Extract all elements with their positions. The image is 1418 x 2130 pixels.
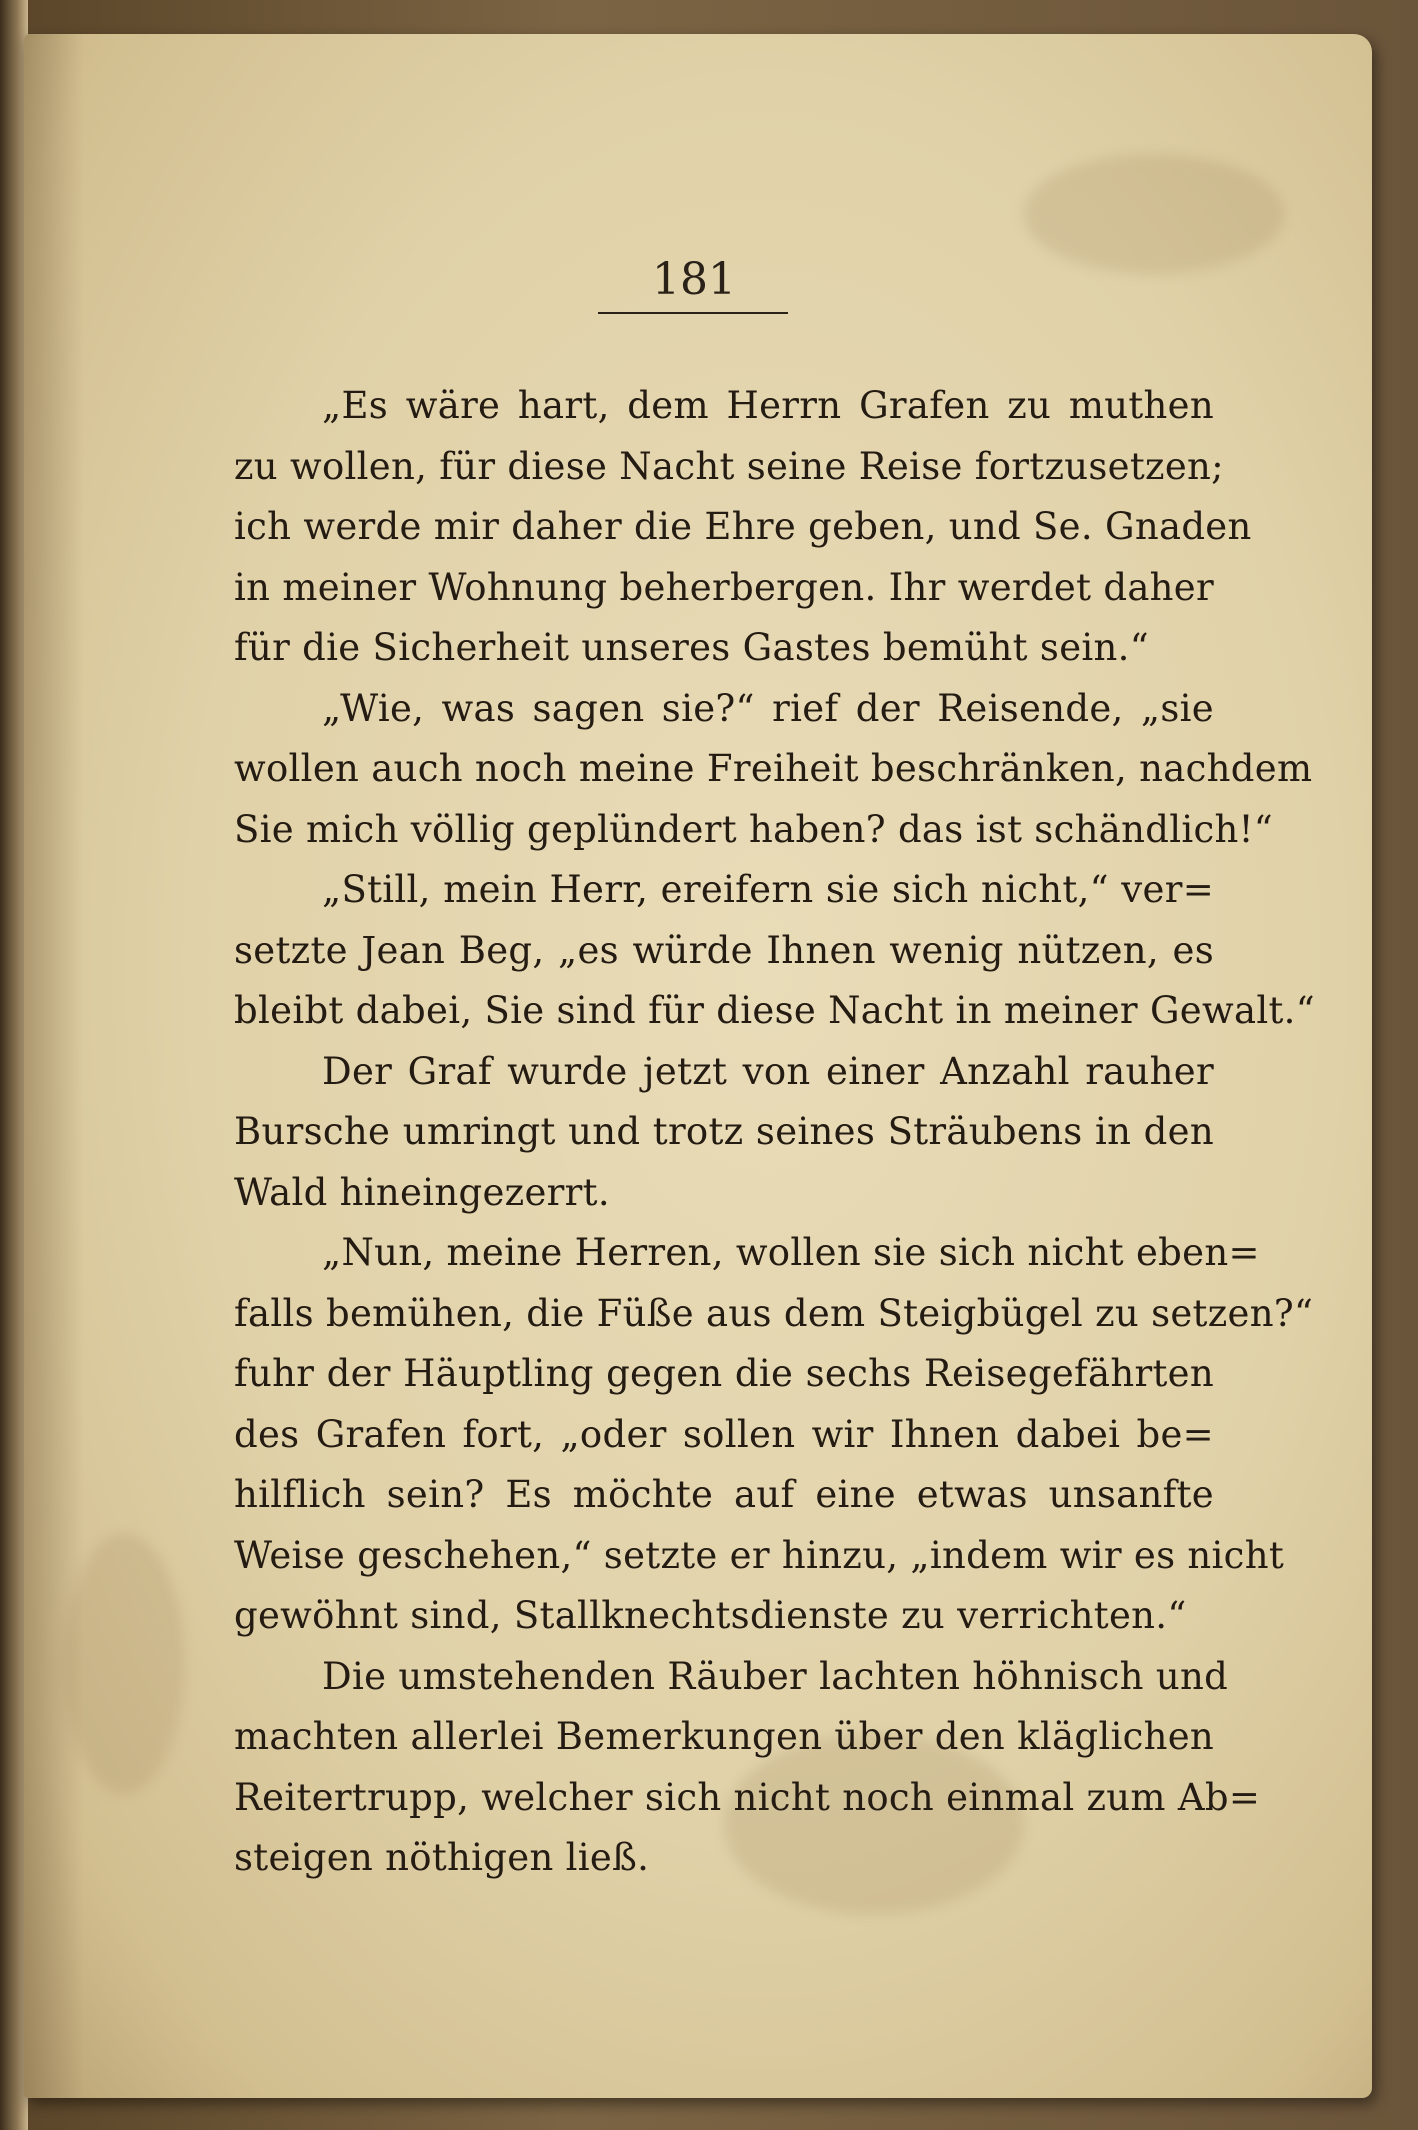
text-line: Wald hineingezerrt. [234, 1170, 610, 1214]
text-line: Weise geschehen,“ setzte er hinzu, „indem wir es nicht [234, 1533, 1284, 1577]
text-line: ich werde mir daher die Ehre geben, und Se. Gnaden [234, 505, 1252, 548]
text-line: steigen nöthigen ließ. [234, 1836, 650, 1879]
text-line: Bursche umringt und trotz seines Sträubens in den [234, 1110, 1214, 1153]
text-line: machten allerlei Bemerkungen über den kläglichen [234, 1715, 1215, 1758]
text-line: „Still, mein Herr, ereifern sie sich nicht,“ ver= [322, 868, 1214, 911]
text-line: „Es wäre hart, dem Herrn Grafen zu muthen [322, 384, 1214, 427]
page-number: 181 [652, 254, 736, 305]
text-line: setzte Jean Beg, „es würde Ihnen wenig nützen, es [234, 928, 1214, 972]
text-line: Sie mich völlig geplündert haben? das ist schändlich!“ [234, 807, 1274, 851]
text-line: fuhr der Häuptling gegen die sechs Reisegefährten [234, 1352, 1214, 1395]
text-line: in meiner Wohnung beherbergen. Ihr werdet daher [234, 565, 1214, 609]
page-stain [64, 1534, 184, 1794]
text-line: falls bemühen, die Füße aus dem Steigbügel zu setzen?“ [234, 1291, 1314, 1335]
text-line: zu wollen, für diese Nacht seine Reise fortzusetzen; [234, 444, 1224, 488]
book-page [24, 34, 1372, 2098]
text-line: des Grafen fort, „oder sollen wir Ihnen dabei be= [234, 1412, 1214, 1456]
page-stain [1024, 154, 1284, 274]
header-rule [598, 312, 788, 314]
text-line: „Wie, was sagen sie?“ rief der Reisende, „sie [322, 686, 1214, 730]
text-line: bleibt dabei, Sie sind für diese Nacht in meiner Gewalt.“ [234, 989, 1315, 1032]
text-line: hilflich sein? Es möchte auf eine etwas unsanfte [234, 1473, 1214, 1516]
text-line: gewöhnt sind, Stallknechtsdienste zu verrichten.“ [234, 1594, 1187, 1637]
text-line: Der Graf wurde jetzt von einer Anzahl rauher [322, 1049, 1214, 1093]
text-line: Reitertrupp, welcher sich nicht noch einmal zum Ab= [234, 1775, 1261, 1819]
text-line: „Nun, meine Herren, wollen sie sich nicht eben= [322, 1231, 1260, 1274]
text-line: Die umstehenden Räuber lachten höhnisch und [322, 1654, 1229, 1698]
body-text [234, 376, 1315, 1889]
text-line: wollen auch noch meine Freiheit beschränken, nachdem [234, 747, 1313, 790]
text-line: für die Sicherheit unseres Gastes bemüht sein.“ [234, 626, 1149, 669]
